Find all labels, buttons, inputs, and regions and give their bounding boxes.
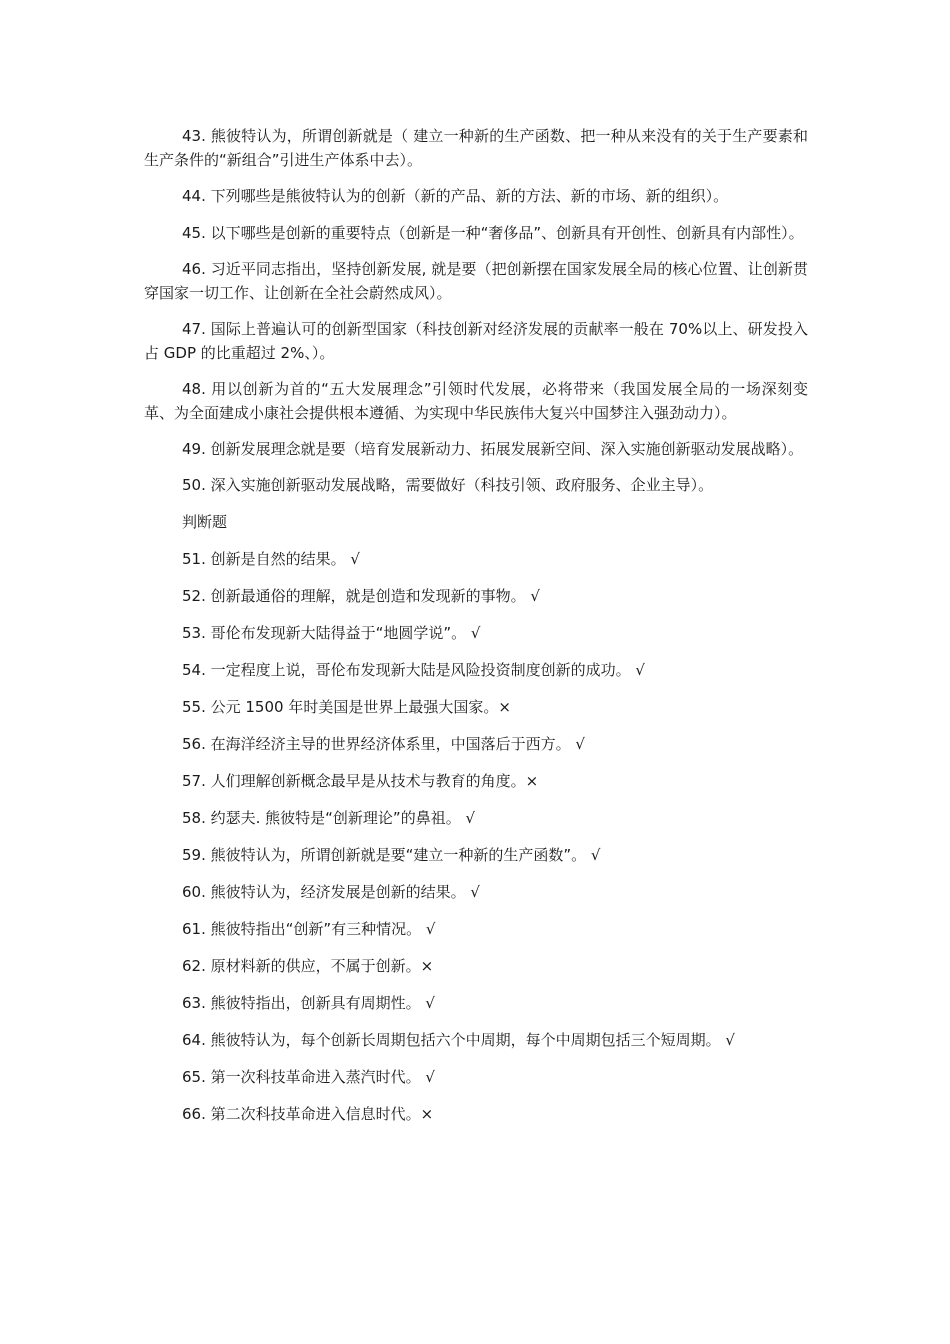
judgment-64: 64. 熊彼特认为，每个创新长周期包括六个中周期，每个中周期包括三个短周期。 √: [182, 1031, 735, 1049]
judgment-52: 52. 创新最通俗的理解，就是创造和发现新的事物。 √: [182, 587, 540, 605]
question-50: 50. 深入实施创新驱动发展战略，需要做好（科技引领、政府服务、企业主导）。: [182, 476, 714, 494]
question-46: 46. 习近平同志指出，坚持创新发展, 就是要（把创新摆在国家发展全局的核心位置、让创新贯穿国家一切工作、让创新在全社会蔚然成风）。: [144, 260, 808, 302]
judgment-65: 65. 第一次科技革命进入蒸汽时代。 √: [182, 1068, 435, 1086]
question-48: 48. 用以创新为首的“五大发展理念”引领时代发展，必将带来（我国发展全局的一场深刻变革、为全面建成小康社会提供根本遵循、为实现中华民族伟大复兴中国梦注入强劲动力）。: [144, 380, 808, 422]
document-body: [144, 124, 808, 1139]
judgment-59: 59. 熊彼特认为，所谓创新就是要“建立一种新的生产函数”。 √: [182, 846, 601, 864]
question-49: 49. 创新发展理念就是要（培育发展新动力、拓展发展新空间、深入实施创新驱动发展战略）。: [182, 440, 804, 458]
judgment-66: 66. 第二次科技革命进入信息时代。×: [182, 1105, 434, 1123]
question-43: 43. 熊彼特认为，所谓创新就是（ 建立一种新的生产函数、把一种从来没有的关于生产要素和生产条件的“新组合”引进生产体系中去）。: [144, 127, 808, 169]
judgment-63: 63. 熊彼特指出，创新具有周期性。 √: [182, 994, 435, 1012]
judgment-53: 53. 哥伦布发现新大陆得益于“地圆学说”。 √: [182, 624, 481, 642]
judgment-54: 54. 一定程度上说，哥伦布发现新大陆是风险投资制度创新的成功。 √: [182, 661, 645, 679]
judgment-51: 51. 创新是自然的结果。 √: [182, 550, 360, 568]
judgment-60: 60. 熊彼特认为，经济发展是创新的结果。 √: [182, 883, 480, 901]
judgment-57: 57. 人们理解创新概念最早是从技术与教育的角度。×: [182, 772, 539, 790]
question-45: 45. 以下哪些是创新的重要特点（创新是一种“奢侈品”、创新具有开创性、创新具有内部性）。: [182, 224, 804, 242]
judgment-61: 61. 熊彼特指出“创新”有三种情况。 √: [182, 920, 436, 938]
section-title-judgment: 判断题: [182, 513, 228, 531]
judgment-58: 58. 约瑟夫. 熊彼特是“创新理论”的鼻祖。 √: [182, 809, 476, 827]
judgment-56: 56. 在海洋经济主导的世界经济体系里，中国落后于西方。 √: [182, 735, 585, 753]
judgment-62: 62. 原材料新的供应，不属于创新。×: [182, 957, 434, 975]
question-47: 47. 国际上普遍认可的创新型国家（科技创新对经济发展的贡献率一般在 70%以上、研发投入占 GDP 的比重超过 2%、）。: [144, 320, 808, 362]
question-44: 44. 下列哪些是熊彼特认为的创新（新的产品、新的方法、新的市场、新的组织）。: [182, 187, 729, 205]
judgment-55: 55. 公元 1500 年时美国是世界上最强大国家。×: [182, 698, 511, 716]
